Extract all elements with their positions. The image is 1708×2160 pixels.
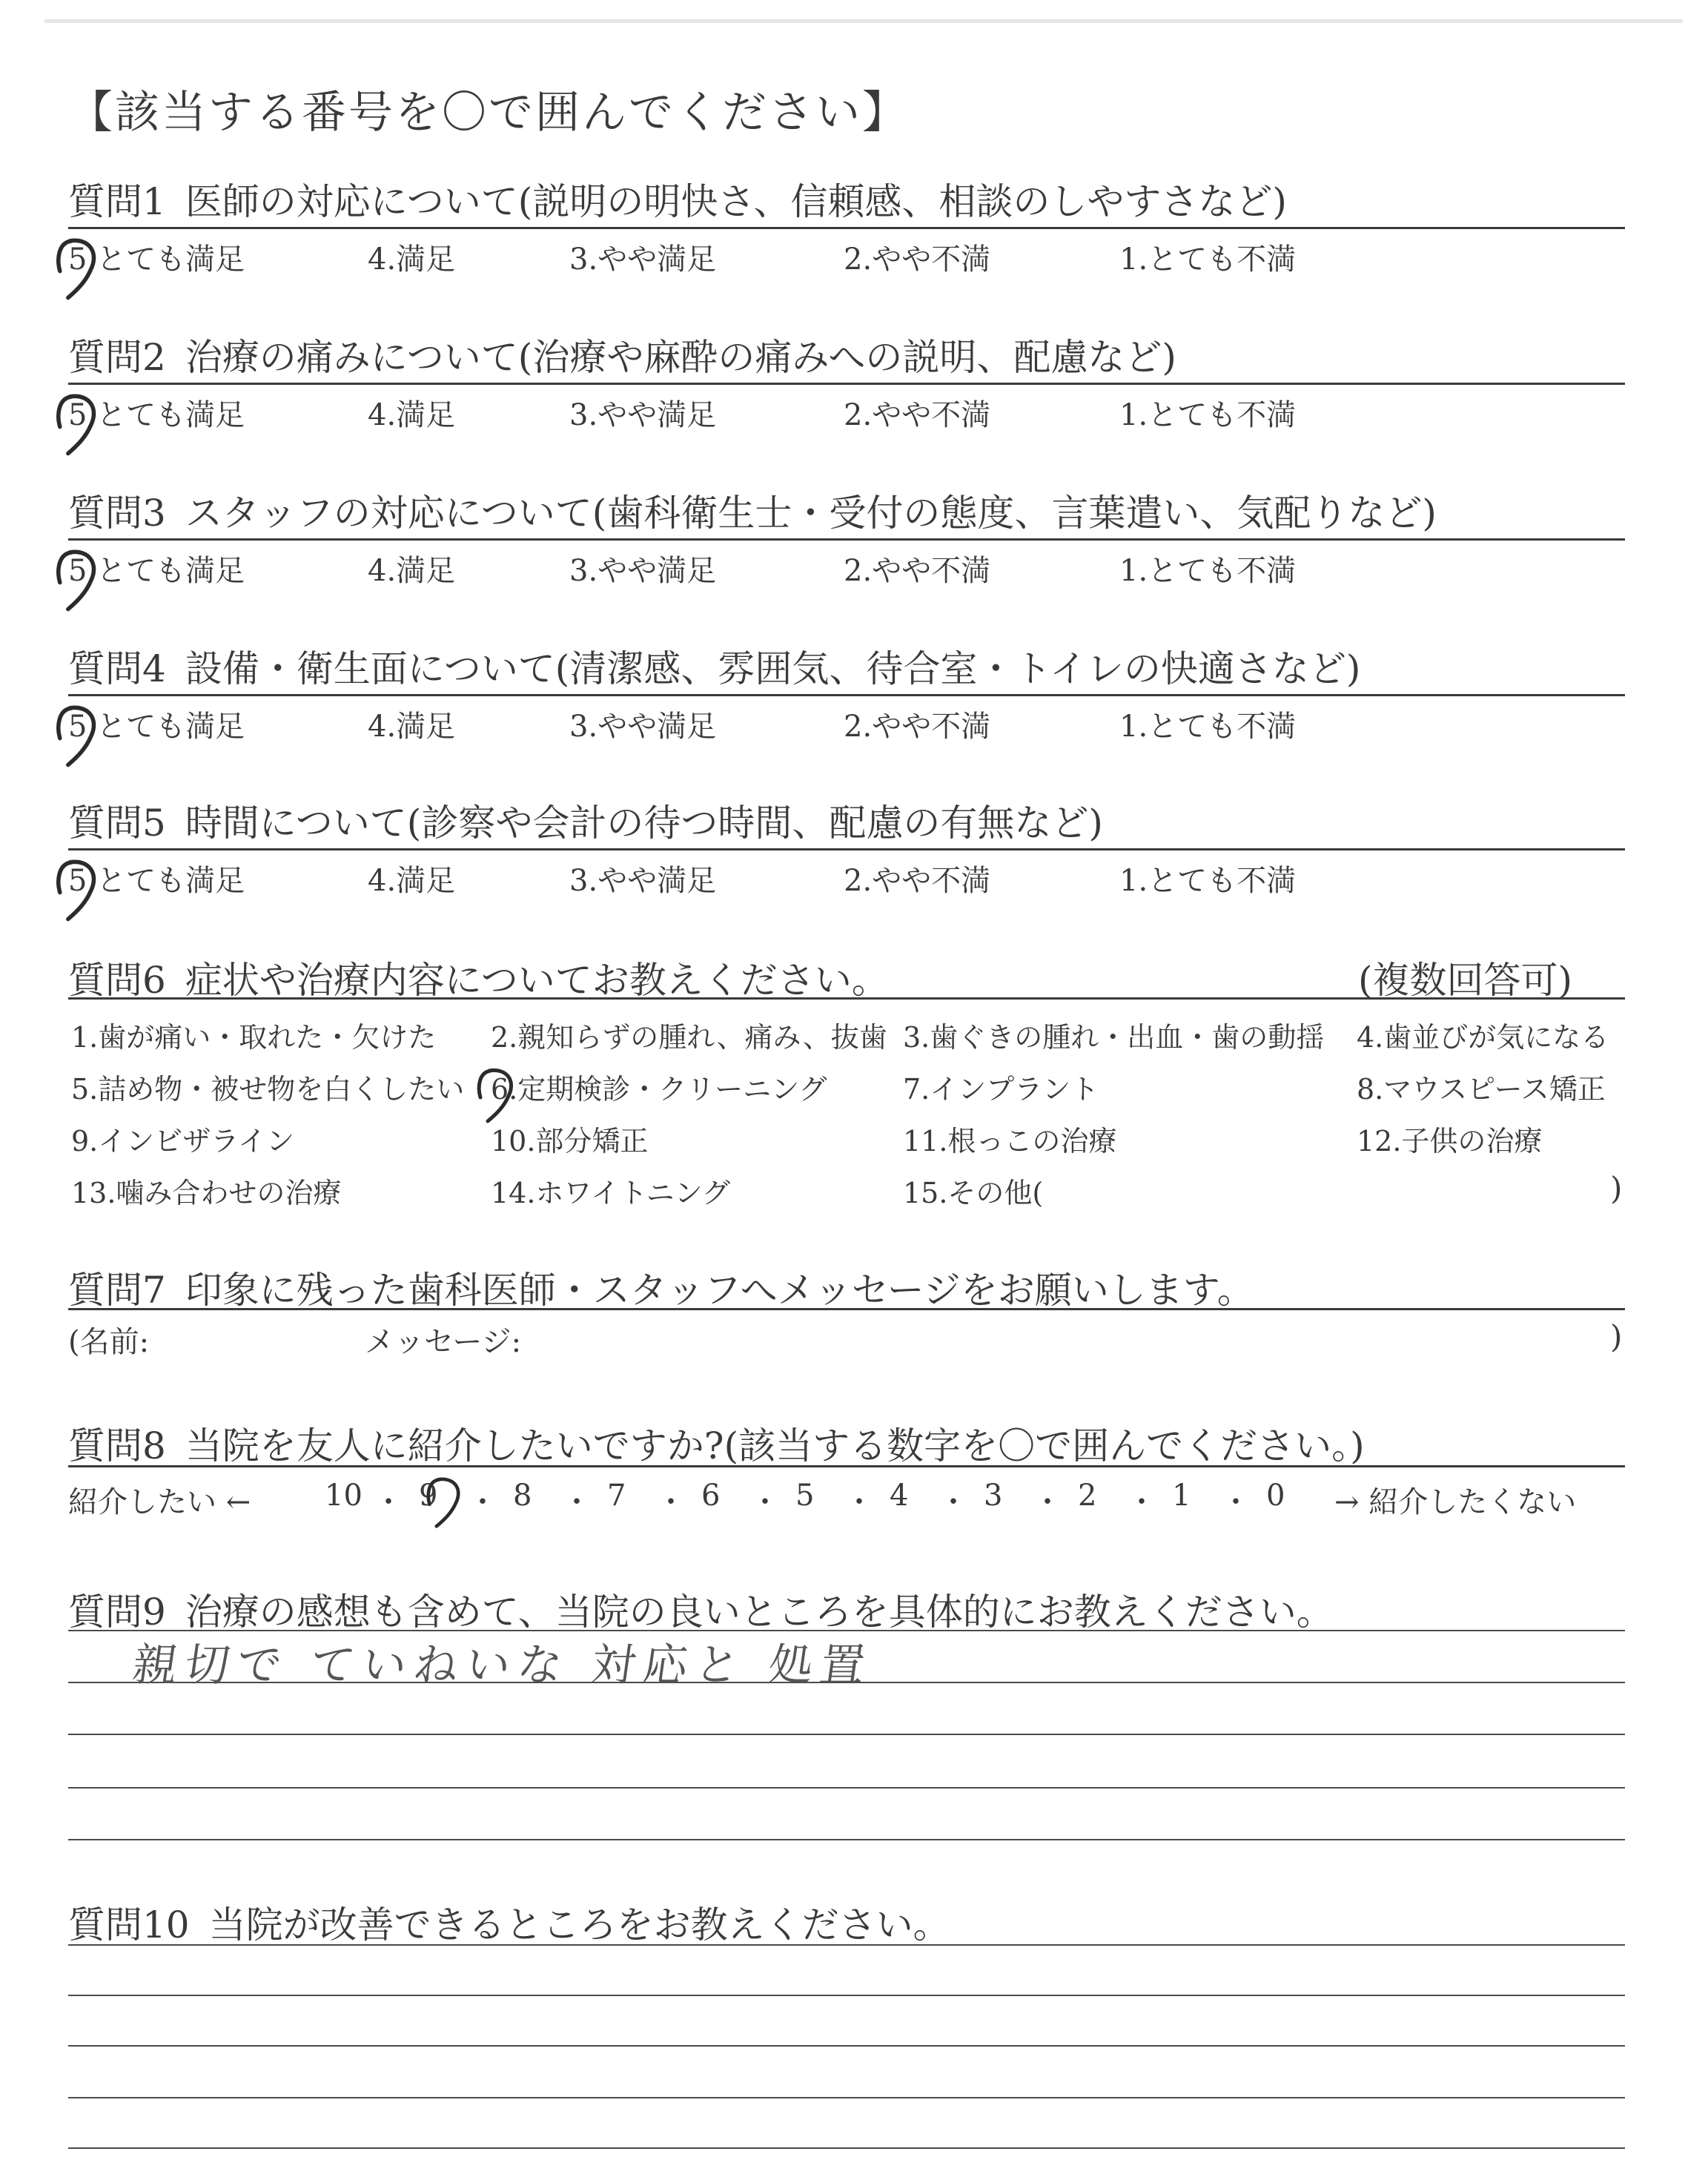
scale-number[interactable]: 7	[607, 1479, 626, 1513]
scale-separator: ・	[468, 1485, 497, 1519]
rating-option[interactable]: 1.とても不満	[1119, 710, 1297, 744]
symptom-option[interactable]: 12.子供の治療	[1357, 1125, 1543, 1157]
rating-option[interactable]: 5.とても満足	[68, 864, 245, 898]
symptom-option[interactable]: 9.インビザライン	[71, 1125, 295, 1157]
scale-separator: ・	[1033, 1485, 1062, 1519]
answer-line	[68, 2045, 1625, 2047]
scale-number[interactable]: 6	[701, 1479, 721, 1513]
scale-separator: ・	[562, 1485, 592, 1519]
scale-number[interactable]: 0	[1266, 1479, 1285, 1513]
rating-option[interactable]: 4.満足	[368, 242, 456, 277]
question-text: 症状や治療内容についてお教えください。	[185, 959, 889, 1002]
circle-mark-icon	[474, 1065, 519, 1124]
rating-option[interactable]: 3.やや満足	[569, 554, 717, 588]
question-4-title	[68, 639, 1360, 693]
question-text: 時間について(診察や会計の待つ時間、配慮の有無など)	[185, 802, 1103, 845]
symptom-option[interactable]: 5.詰め物・被せ物を白くしたい	[71, 1073, 465, 1106]
symptom-option[interactable]: 10.部分矯正	[491, 1125, 649, 1157]
symptom-option[interactable]: 6.定期検診・クリーニング	[491, 1073, 827, 1106]
rating-option[interactable]: 2.やや不満	[844, 398, 991, 432]
question-7-rule	[68, 1308, 1625, 1310]
question-text: 医師の対応について(説明の明快さ、信頼感、相談のしやすさなど)	[185, 180, 1287, 223]
question-text: 治療の痛みについて(治療や麻酔の痛みへの説明、配慮など)	[185, 336, 1176, 379]
question-8-rule	[68, 1465, 1625, 1467]
question-number: 質問3	[68, 492, 166, 535]
question-7-title	[68, 1261, 1254, 1314]
rating-option[interactable]: 1.とても不満	[1119, 242, 1297, 277]
rating-option[interactable]: 2.やや不満	[844, 242, 991, 277]
question-number: 質問4	[68, 647, 166, 690]
question-8-title	[68, 1416, 1365, 1470]
rating-option[interactable]: 4.満足	[368, 710, 456, 744]
rating-option[interactable]: 5.とても満足	[68, 554, 245, 588]
rating-option[interactable]: 1.とても不満	[1119, 554, 1297, 588]
symptom-option[interactable]: 1.歯が痛い・取れた・欠けた	[71, 1021, 437, 1054]
answer-line	[68, 1839, 1625, 1840]
scale-number[interactable]: 2	[1078, 1479, 1097, 1513]
question-text: 印象に残った歯科医師・スタッフへメッセージをお願いします。	[185, 1269, 1254, 1312]
recommend-label: 紹介したい ←	[68, 1485, 251, 1519]
rating-option[interactable]: 4.満足	[368, 864, 456, 898]
question-text: 設備・衛生面について(清潔感、雰囲気、待合室・トイレの快適さなど)	[185, 647, 1361, 690]
rating-option[interactable]: 5.とても満足	[68, 398, 245, 432]
page-heading: 【該当する番号を〇で囲んでください】	[68, 87, 909, 139]
scan-top-edge	[44, 19, 1683, 23]
symptom-option[interactable]: 8.マウスピース矯正	[1357, 1073, 1606, 1106]
rating-option[interactable]: 1.とても不満	[1119, 864, 1297, 898]
scale-separator: ・	[374, 1485, 403, 1519]
scale-number[interactable]: 5	[795, 1479, 815, 1513]
scale-number[interactable]: 8	[513, 1479, 532, 1513]
circle-mark-icon	[53, 856, 102, 922]
symptom-option[interactable]: 4.歯並びが気になる	[1357, 1021, 1609, 1054]
rating-option[interactable]: 1.とても不満	[1119, 398, 1297, 432]
question-number: 質問7	[68, 1269, 166, 1312]
question-rule	[68, 538, 1625, 541]
question-number: 質問9	[68, 1591, 166, 1634]
rating-option[interactable]: 3.やや満足	[569, 398, 717, 432]
circle-mark-icon	[53, 234, 102, 301]
answer-line	[68, 1995, 1625, 1996]
question-text: 当院が改善できるところをお教えください。	[208, 1903, 950, 1946]
scale-number[interactable]: 9	[419, 1479, 438, 1513]
message-close-paren: )	[1610, 1318, 1623, 1355]
scale-separator: ・	[1221, 1485, 1251, 1519]
answer-line	[68, 2097, 1625, 2098]
question-number: 質問6	[68, 959, 166, 1002]
question-rule	[68, 848, 1625, 851]
scale-separator: ・	[1127, 1485, 1156, 1519]
not-recommend-label: → 紹介したくない	[1334, 1485, 1577, 1519]
scale-number[interactable]: 1	[1172, 1479, 1191, 1513]
scale-number[interactable]: 4	[890, 1479, 909, 1513]
symptom-option[interactable]: 3.歯ぐきの腫れ・出血・歯の動揺	[903, 1021, 1325, 1054]
question-number: 質問5	[68, 802, 166, 845]
question-text: スタッフの対応について(歯科衛生士・受付の態度、言葉遣い、気配りなど)	[185, 492, 1437, 535]
scale-separator: ・	[844, 1485, 874, 1519]
circle-mark-icon	[53, 390, 102, 457]
question-1-title	[68, 172, 1287, 225]
rating-option[interactable]: 5.とても満足	[68, 242, 245, 277]
rating-option[interactable]: 3.やや満足	[569, 242, 717, 277]
message-label: メッセージ:	[365, 1325, 522, 1359]
question-6-rule	[68, 997, 1625, 1000]
question-6-title	[68, 951, 889, 1004]
question-rule	[68, 227, 1625, 229]
question-text: 当院を友人に紹介したいですか?(該当する数字を〇で囲んでください。)	[185, 1424, 1365, 1467]
symptom-option[interactable]: 2.親知らずの腫れ、痛み、抜歯	[491, 1021, 887, 1054]
answer-line	[68, 1734, 1625, 1735]
question-number: 質問2	[68, 336, 166, 379]
symptom-option[interactable]: 14.ホワイトニング	[491, 1177, 731, 1209]
rating-option[interactable]: 5.とても満足	[68, 710, 245, 744]
scale-separator: ・	[656, 1485, 686, 1519]
rating-option[interactable]: 2.やや不満	[844, 864, 991, 898]
answer-line	[68, 1944, 1625, 1946]
symptom-option[interactable]: 13.噛み合わせの治療	[71, 1177, 342, 1209]
question-2-title	[68, 328, 1176, 381]
rating-option[interactable]: 4.満足	[368, 554, 456, 588]
question-number: 質問1	[68, 180, 166, 223]
rating-option[interactable]: 2.やや不満	[844, 710, 991, 744]
scale-number[interactable]: 3	[984, 1479, 1003, 1513]
question-text: 治療の感想も含めて、当院の良いところを具体的にお教えください。	[185, 1591, 1334, 1634]
symptom-option[interactable]: 11.根っこの治療	[903, 1125, 1117, 1157]
symptom-option[interactable]: 7.インプラント	[903, 1073, 1099, 1106]
question-9-title	[68, 1582, 1334, 1636]
name-label: (名前:	[68, 1325, 150, 1359]
rating-option[interactable]: 4.満足	[368, 398, 456, 432]
circle-mark-icon	[424, 1474, 466, 1529]
scale-separator: ・	[939, 1485, 968, 1519]
question-rule	[68, 383, 1625, 385]
scale-separator: ・	[750, 1485, 780, 1519]
multiple-answer-note: (複数回答可)	[1358, 959, 1573, 1002]
answer-line	[68, 1787, 1625, 1789]
question-3-title	[68, 483, 1437, 537]
question-rule	[68, 694, 1625, 696]
handwritten-answer: 親切で ていねいな 対応と 処置	[129, 1639, 876, 1691]
other-close-paren: )	[1610, 1170, 1623, 1206]
rating-option[interactable]: 3.やや満足	[569, 864, 717, 898]
rating-option[interactable]: 2.やや不満	[844, 554, 991, 588]
circle-mark-icon	[53, 701, 102, 768]
answer-line	[68, 2147, 1625, 2149]
scale-number[interactable]: 10	[325, 1479, 363, 1513]
question-number: 質問10	[68, 1903, 190, 1946]
question-5-title	[68, 793, 1103, 847]
symptom-option[interactable]: 15.その他(	[903, 1177, 1044, 1209]
question-number: 質問8	[68, 1424, 166, 1467]
circle-mark-icon	[53, 546, 102, 612]
rating-option[interactable]: 3.やや満足	[569, 710, 717, 744]
question-10-title	[68, 1895, 950, 1949]
